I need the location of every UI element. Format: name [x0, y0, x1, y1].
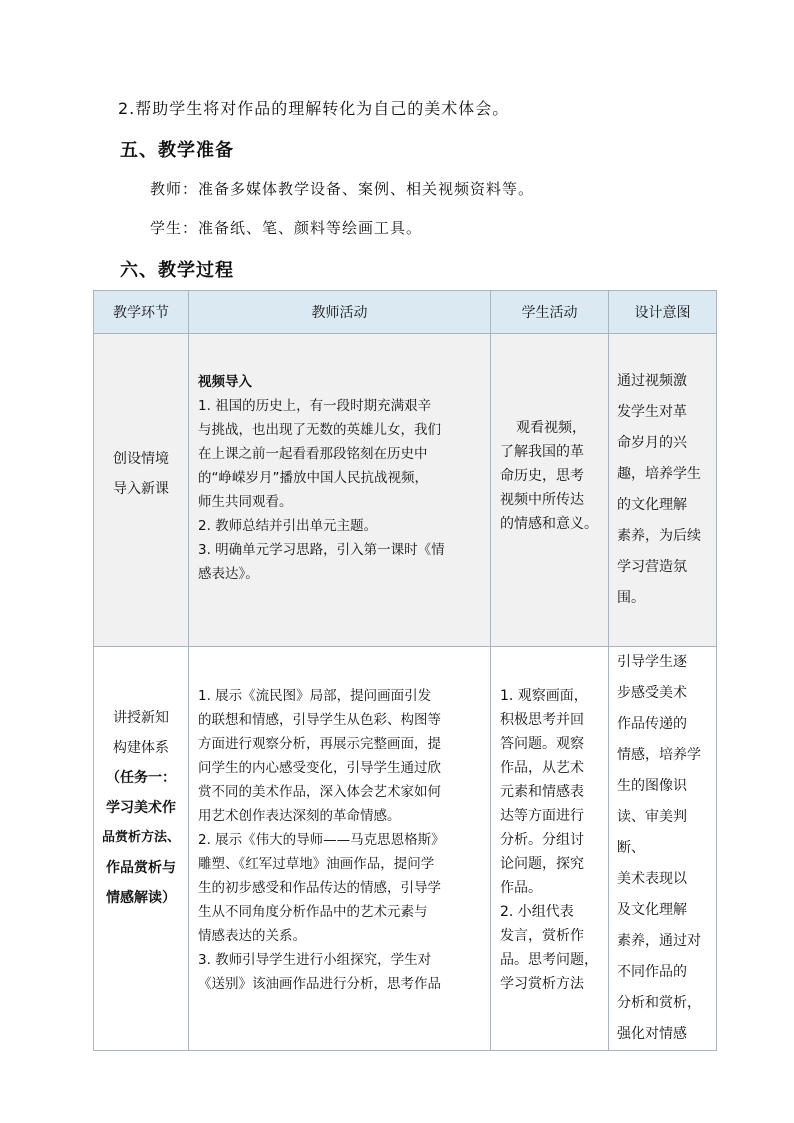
student-line: 观看视频， [516, 420, 586, 436]
teacher-line: 师生共同观看。 [198, 494, 293, 510]
student-line: 发言，赏析作 [500, 928, 584, 944]
intent-line: 步感受美术 [617, 685, 687, 701]
teacher-line: 方面进行观察分析，再展示完整画面，提 [198, 736, 441, 752]
student-line: 了解我国的革 [500, 444, 584, 460]
intent-line: 引导学生逐 [617, 654, 687, 670]
teacher-activity-cell [189, 647, 491, 1051]
task-label-line: 情感解读） [106, 890, 176, 906]
student-line: 学习赏析方法 [500, 976, 584, 992]
stage-cell [94, 334, 189, 647]
intent-line: 通过视频激 [617, 373, 687, 389]
teacher-line: 生的初步感受和作品传达的情感，引导学 [198, 880, 441, 896]
intent-line: 的文化理解 [617, 497, 687, 513]
design-intent-cell [609, 647, 717, 1051]
section-6-title: 六、教学过程 [120, 260, 234, 281]
student-line: 分析。分组讨 [500, 832, 584, 848]
intent-line: 素养，通过对 [617, 933, 701, 949]
teacher-activity-cell [189, 334, 491, 647]
student-line: 品。思考问题， [500, 952, 598, 968]
teacher-line: 感表达》。 [198, 566, 259, 582]
task-label-line: （任务一： [106, 770, 176, 786]
student-line: 元素和情感表 [500, 784, 584, 800]
design-intent-cell [609, 334, 717, 647]
teacher-line: 雕塑、《红军过草地》油画作品，提问学 [198, 856, 435, 872]
teacher-line: 赏不同的美术作品，深入体会艺术家如何 [198, 784, 441, 800]
intent-line: 分析和赏析， [617, 995, 701, 1011]
teacher-line: 2. 展示《伟大的导师——马克思恩格斯》 [198, 832, 445, 848]
stage-cell [94, 647, 189, 1051]
intent-line: 学习营造氛 [617, 559, 687, 575]
student-activity-cell [491, 647, 609, 1051]
student-line: 作品，从艺术 [500, 760, 584, 776]
teacher-line: 情感表达的关系。 [198, 928, 306, 944]
intent-line: 强化对情感 [617, 1026, 687, 1042]
student-line: 达等方面进行 [500, 808, 584, 824]
table-header-row [94, 291, 717, 334]
intent-line: 发学生对革 [617, 404, 687, 420]
student-line: 命历史，思考 [500, 468, 584, 484]
stage-line: 导入新课 [113, 481, 169, 497]
teacher-line: 1. 展示《流民图》局部，提问画面引发 [198, 688, 432, 704]
intent-line: 围。 [617, 590, 645, 606]
teacher-line: 《送别》该油画作品进行分析，思考作品 [198, 976, 441, 992]
task-label-line: 学习美术作 [106, 800, 176, 816]
student-preparation: 学生：准备纸、笔、颜料等绘画工具。 [150, 219, 423, 237]
intent-line: 趣，培养学生 [617, 466, 701, 482]
intent-line: 作品传递的 [617, 716, 687, 732]
task-label-line: 品赏析方法、 [101, 830, 180, 845]
teacher-line: 1. 祖国的历史上，有一段时期充满艰辛 [198, 398, 432, 414]
student-line: 视频中所传达 [500, 492, 584, 508]
objective-2: 2.帮助学生将对作品的理解转化为自己的美术体会。 [118, 99, 510, 118]
student-line: 2. 小组代表 [500, 904, 574, 920]
teacher-line: 在上课之前一起看看那段铭刻在历史中 [198, 446, 428, 462]
intent-line: 读、审美判断、 [617, 809, 687, 856]
teacher-line: 生从不同角度分析作品中的艺术元素与 [198, 904, 428, 920]
header-stage: 教学环节 [94, 291, 189, 334]
student-line: 1. 观察画面， [500, 688, 588, 704]
teacher-preparation: 教师：准备多媒体教学设备、案例、相关视频资料等。 [150, 180, 535, 198]
student-line: 作品。 [500, 880, 542, 896]
stage-line: 创设情境 [113, 451, 169, 467]
teacher-line: 问学生的内心感受变化，引导学生通过欣 [198, 760, 441, 776]
teacher-line: 3. 明确单元学习思路，引入第一课时《情 [198, 542, 445, 558]
teacher-line: 3. 教师引导学生进行小组探究，学生对 [198, 952, 432, 968]
intent-line: 素养，为后续 [617, 528, 701, 544]
header-student-activity: 学生活动 [491, 291, 609, 334]
teacher-line: 的联想和情感，引导学生从色彩、构图等 [198, 712, 441, 728]
intent-line: 生的图像识 [617, 778, 687, 794]
table-row [94, 334, 717, 647]
teacher-line: 2. 教师总结并引出单元主题。 [198, 518, 378, 534]
intent-line: 命岁月的兴 [617, 435, 687, 451]
teacher-activity-title: 视频导入 [198, 374, 252, 390]
student-line: 积极思考并回 [500, 712, 584, 728]
intent-line: 情感，培养学 [617, 747, 701, 763]
intent-line: 不同作品的 [617, 964, 687, 980]
teacher-line: 用艺术创作表达深刻的革命情感。 [198, 808, 401, 824]
task-label-line: 作品赏析与 [106, 860, 176, 876]
table-row [94, 647, 717, 1051]
teaching-process-table [93, 290, 717, 1051]
section-5-title: 五、教学准备 [120, 140, 234, 161]
teacher-line: 与挑战，也出现了无数的英雄儿女，我们 [198, 422, 441, 438]
student-line: 答问题。观察 [500, 736, 584, 752]
teacher-line: 的“峥嵘岁月”播放中国人民抗战视频， [198, 470, 428, 486]
stage-line: 讲授新知 [113, 710, 169, 726]
header-design-intent: 设计意图 [609, 291, 717, 334]
student-line: 论问题，探究 [500, 856, 584, 872]
student-line: 的情感和意义。 [500, 516, 598, 532]
student-activity-cell [491, 334, 609, 647]
intent-line: 美术表现以 [617, 871, 687, 887]
intent-line: 及文化理解 [617, 902, 687, 918]
stage-line: 构建体系 [113, 740, 169, 756]
header-teacher-activity: 教师活动 [189, 291, 491, 334]
